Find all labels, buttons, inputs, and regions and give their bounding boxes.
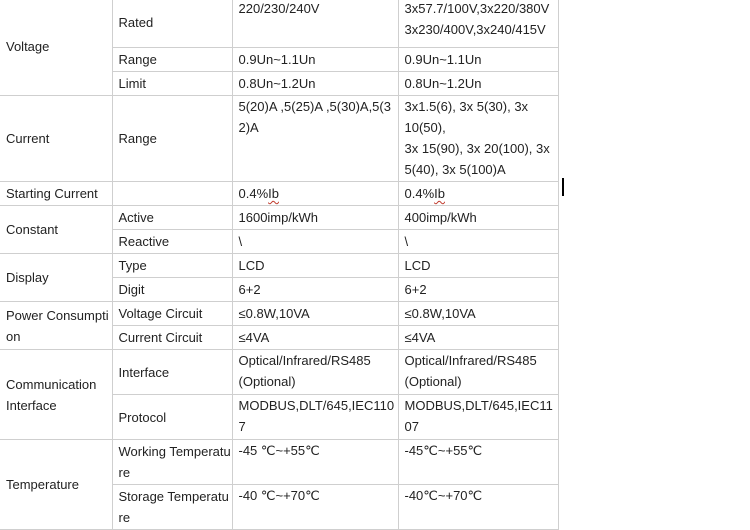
- current-range-value-2-line1: 3x1.5(6), 3x 5(30), 3x 10(50),: [404, 99, 529, 135]
- text-cursor: [562, 178, 564, 196]
- current-range-value-2: [398, 96, 558, 182]
- voltage-limit-value-1: 0.8Un~1.2Un: [232, 72, 398, 96]
- starting-current-label: Starting Current: [0, 182, 112, 206]
- protocol-value-2: MODBUS,DLT/645,IEC1107: [398, 395, 558, 440]
- rated-label: Rated: [112, 0, 232, 48]
- table-row: [0, 0, 558, 48]
- display-label: Display: [0, 254, 112, 302]
- voltage-range-value-2: 0.9Un~1.1Un: [398, 48, 558, 72]
- reactive-value-1: \: [232, 230, 398, 254]
- voltage-circuit-value-2: ≤0.8W,10VA: [398, 302, 558, 326]
- voltage-circuit-label: Voltage Circuit: [112, 302, 232, 326]
- current-range-value-2-line2: 3x 15(90), 3x 20(100), 3x 5(40), 3x 5(100)A: [404, 141, 550, 177]
- constant-label: Constant: [0, 206, 112, 254]
- table-row: [0, 350, 558, 395]
- display-type-label: Type: [112, 254, 232, 278]
- voltage-limit-value-2: 0.8Un~1.2Un: [398, 72, 558, 96]
- temperature-label: Temperature: [0, 440, 112, 530]
- current-range-label: Range: [112, 96, 232, 182]
- active-value-1: 1600imp/kWh: [232, 206, 398, 230]
- table-row: [0, 254, 558, 278]
- digit-label: Digit: [112, 278, 232, 302]
- starting-current-value-2: [398, 182, 558, 206]
- current-circuit-label: Current Circuit: [112, 326, 232, 350]
- power-consumption-label: Power Consumption: [0, 302, 112, 350]
- reactive-label: Reactive: [112, 230, 232, 254]
- rated-value-2: 3x57.7/100V,3x220/380V 3x230/400V,3x240/415V: [398, 0, 558, 48]
- working-temperature-value-2: -45℃~+55℃: [398, 440, 558, 485]
- current-circuit-value-1: ≤4VA: [232, 326, 398, 350]
- working-temperature-label: Working Temperature: [112, 440, 232, 485]
- protocol-value-1: MODBUS,DLT/645,IEC1107: [232, 395, 398, 440]
- interface-value-1: Optical/Infrared/RS485 (Optional): [232, 350, 398, 395]
- voltage-range-label: Range: [112, 48, 232, 72]
- storage-temperature-label: Storage Temperature: [112, 485, 232, 530]
- table-row: [0, 182, 558, 206]
- storage-temperature-value-1: -40 ℃~+70℃: [232, 485, 398, 530]
- current-label: Current: [0, 96, 112, 182]
- starting-current-empty: [112, 182, 232, 206]
- voltage-limit-label: Limit: [112, 72, 232, 96]
- active-label: Active: [112, 206, 232, 230]
- rated-value-1: 220/230/240V: [232, 0, 398, 48]
- reactive-value-2: \: [398, 230, 558, 254]
- digit-value-1: 6+2: [232, 278, 398, 302]
- voltage-circuit-value-1: ≤0.8W,10VA: [232, 302, 398, 326]
- display-type-value-2: LCD: [398, 254, 558, 278]
- working-temperature-value-1: -45 ℃~+55℃: [232, 440, 398, 485]
- voltage-range-value-1: 0.9Un~1.1Un: [232, 48, 398, 72]
- protocol-label: Protocol: [112, 395, 232, 440]
- voltage-label: Voltage: [0, 0, 112, 96]
- display-type-value-1: LCD: [232, 254, 398, 278]
- current-circuit-value-2: ≤4VA: [398, 326, 558, 350]
- interface-label: Interface: [112, 350, 232, 395]
- digit-value-2: 6+2: [398, 278, 558, 302]
- starting-current-value-1-number: 0.4%: [238, 186, 269, 201]
- starting-current-value-2-number: 0.4%: [404, 186, 435, 201]
- interface-value-2: Optical/Infrared/RS485 (Optional): [398, 350, 558, 395]
- table-row: [0, 440, 558, 485]
- table-row: [0, 96, 558, 182]
- communication-label: Communication Interface: [0, 350, 112, 440]
- table-row: [0, 206, 558, 230]
- table-row: [0, 302, 558, 326]
- starting-current-value-2-unit: Ib: [434, 186, 445, 201]
- active-value-2: 400imp/kWh: [398, 206, 558, 230]
- current-range-value-1: 5(20)A ,5(25)A ,5(30)A,5(32)A: [232, 96, 398, 182]
- starting-current-value-1-unit: Ib: [268, 186, 279, 201]
- storage-temperature-value-2: -40℃~+70℃: [398, 485, 558, 530]
- starting-current-value-1: [232, 182, 398, 206]
